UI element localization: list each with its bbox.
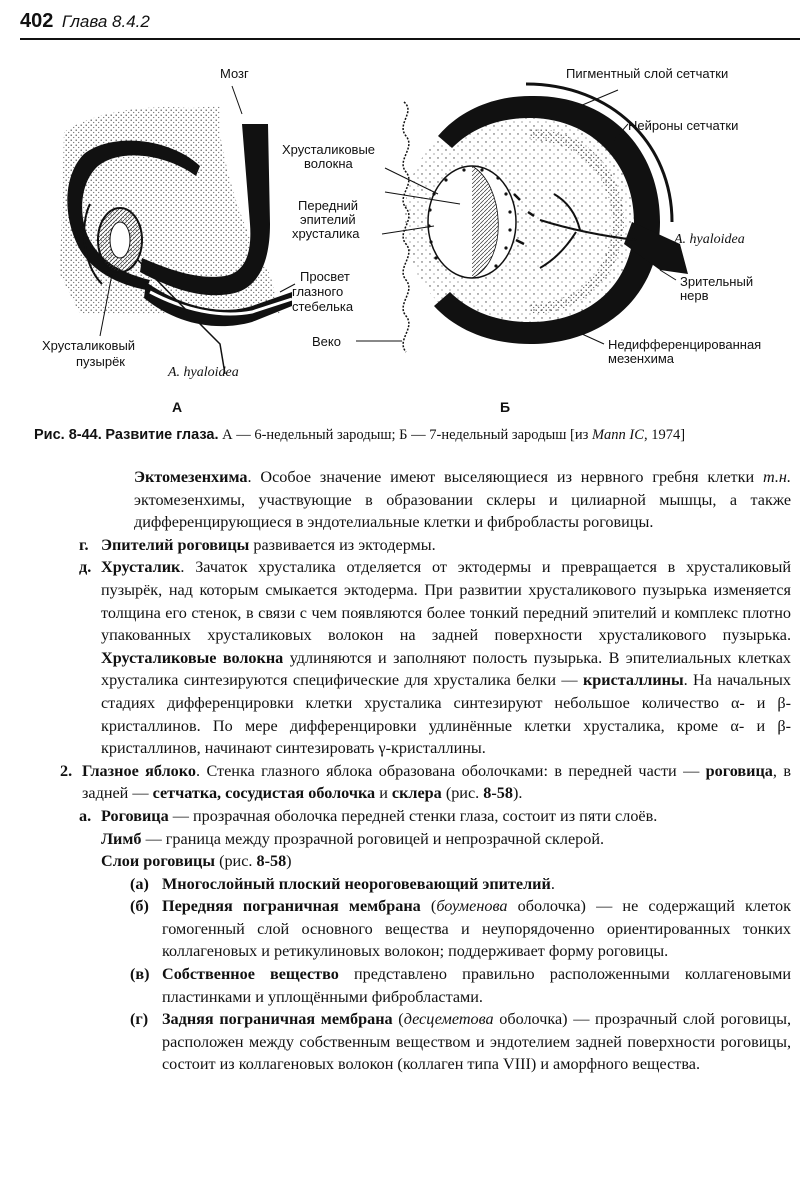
layer-term: Многослойный плоский неороговевающий эпителий [162,874,551,893]
item-a [79,805,791,828]
marker: 2. [60,761,73,780]
term-corneal-layers: Слои роговицы [101,852,216,871]
term-crystallins: кристаллины [582,671,684,690]
label-stalk-lumen-1: Просвет [300,269,350,284]
term-cornea-def: Роговица [101,806,169,825]
text: . На начальных стадиях дифференцировки клетки хрусталика синтезируют небольшое количество α- и β-кристаллинов. По мере дифференцировки удлинённые клетки хрусталика, кроме α- и β-кристаллинов, начинают синтезировать γ-кристаллины. [101,671,792,758]
text: и [375,784,392,803]
panel-a-letter: А [172,399,183,415]
abbr: т.н. [762,468,791,486]
marker: (б) [130,897,149,916]
page-number: 402 [20,10,54,32]
label-lens-fibers-2: волокна [304,156,353,171]
eye-development-figure [20,44,800,422]
layer-term: Передняя пограничная мембрана [162,897,421,916]
layer-term: Задняя пограничная мембрана [162,1010,393,1029]
term-ectomesenchyme: Эктомезенхима [134,468,248,486]
label-ant-epi-1: Передний [298,198,359,213]
text: представлено правильно расположенными коллагеновыми пластинками и уплощёнными фибробластами. [162,965,791,1006]
layer-term: Собственное вещество [162,965,339,984]
label-retina-neurons: Нейроны сетчатки [628,118,739,133]
figure-ref: 8-58 [256,852,287,871]
label-mesenchyme-1: Недифференцированная [608,337,762,352]
text: ) [286,852,292,871]
caption-desc: А — 6-недельный зародыш; Б — 7-недельный зародыш [из [218,427,592,443]
panel-b-letter: Б [500,399,511,415]
body-text [0,466,811,1076]
header-rule [20,38,800,40]
eponym: десцеметова [403,1010,494,1029]
text: ). [512,784,523,803]
text: удлиняются и заполняют полость пузырька. В эпителиальных клетках хрусталика синтезируются специфические для хрусталика белки — [101,648,791,690]
text: ( [392,1010,404,1029]
text: развивается из эктодермы. [249,535,436,554]
label-lens-vesicle-2: пузырёк [76,354,125,369]
layer-item [130,895,792,963]
page-header [20,10,150,33]
eponym: боуменова [436,897,508,916]
layer-item [130,963,791,1008]
chapter-label: Глава 8.4.2 [61,12,150,31]
text: эктомезенхимы, участвующие в образовании склеры и цилиарной мышцы, а также дифференцирующиеся в эндотелиальные клетки и фибробласты роговицы. [134,490,791,532]
marker: (г) [130,1010,149,1029]
layer-item [130,873,791,896]
label-stalk-lumen-3: стебелька [292,299,354,314]
caption-fig-no: Рис. 8-44. [34,427,102,443]
item-g [79,534,791,557]
label-hyaloid-b: A. hyaloidea [674,232,745,247]
layer-item [130,1008,791,1076]
line-layers-heading [101,850,791,873]
term-lens: Хрусталик [101,558,181,577]
line-limbus [101,828,791,851]
label-stalk-lumen-2: глазного [292,284,344,299]
text: , в задней — [82,761,791,803]
item-2 [60,760,791,805]
label-eyelid: Веко [312,334,341,349]
label-ant-epi-2: эпителий [300,212,356,227]
text: (рис. [215,852,257,871]
text: — прозрачная оболочка передней стенки глаза, состоит из пяти слоёв. [168,806,658,825]
marker: (а) [130,874,149,893]
label-hyaloid-a: A. hyaloidea [168,365,239,380]
marker: д. [79,558,92,577]
text: . [550,874,555,893]
marker: а. [79,806,92,825]
term-corneal-epithelium: Эпителий роговицы [101,535,250,554]
label-pigment-layer: Пигментный слой сетчатки [566,66,729,81]
text: ( [420,897,437,916]
text: оболочка) — прозрачный слой роговицы, расположен между собственным веществом и эндотелием задней поверхности роговицы, состоит из коллагеновых волокон (коллаген типа VIII) и аморфного вещества. [162,1010,791,1074]
label-optic-nerve-2: нерв [680,288,709,303]
caption-title: Развитие глаза. [105,427,219,443]
term-lens-fibers: Хрусталиковые волокна [101,648,284,667]
paragraph-ectomesenchyme [134,466,791,534]
term-limbus: Лимб [101,829,142,848]
panel-a-drawing [60,86,295,374]
item-d [79,556,792,759]
caption-tail: , 1974] [643,427,686,443]
label-lens-fibers-1: Хрусталиковые [282,142,376,157]
term-cornea: роговица [705,761,773,780]
term-retina-choroid: сетчатка, сосудистая оболочка [152,784,376,803]
term-sclera: склера [391,784,442,803]
text: — граница между прозрачной роговицей и непрозрачной склерой. [141,829,605,848]
text: . Стенка глазного яблока образована оболочками: в передней части — [196,761,706,780]
label-mesenchyme-2: мезенхима [608,351,675,366]
text: оболочка) — не содержащий клеток гомогенный слой основного вещества и неупорядоченно ориентированных тонких коллагеновых и ретикулиновых волокон; поддерживает форму роговицы. [162,897,792,961]
text: . Зачаток хрусталика отделяется от эктодермы и превращается в хрусталиковый пузырёк, над которым смыкается эктодерма. При развитии хрусталикового пузырька изменяется толщина его стенок, в связи с чем появляются более тонкий передний эпителий и комплекс плотно упакованных хрусталиковых волокон на задней поверхности хрусталикового пузырька. [101,558,791,645]
marker: (в) [130,965,150,984]
term-eyeball: Глазное яблоко [82,761,196,780]
marker: г. [79,535,89,554]
label-optic-nerve-1: Зрительный [680,274,754,289]
figure-ref: 8-58 [483,784,513,803]
label-lens-vesicle-1: Хрусталиковый [42,338,136,353]
text: . Особое значение имеют выселяющиеся из нервного гребня клетки [247,468,763,486]
label-ant-epi-3: хрусталика [292,226,360,241]
text: (рис. [441,784,484,803]
label-brain: Мозг [220,66,249,81]
caption-source: Mann IC [591,427,644,443]
figure-caption [34,427,794,444]
